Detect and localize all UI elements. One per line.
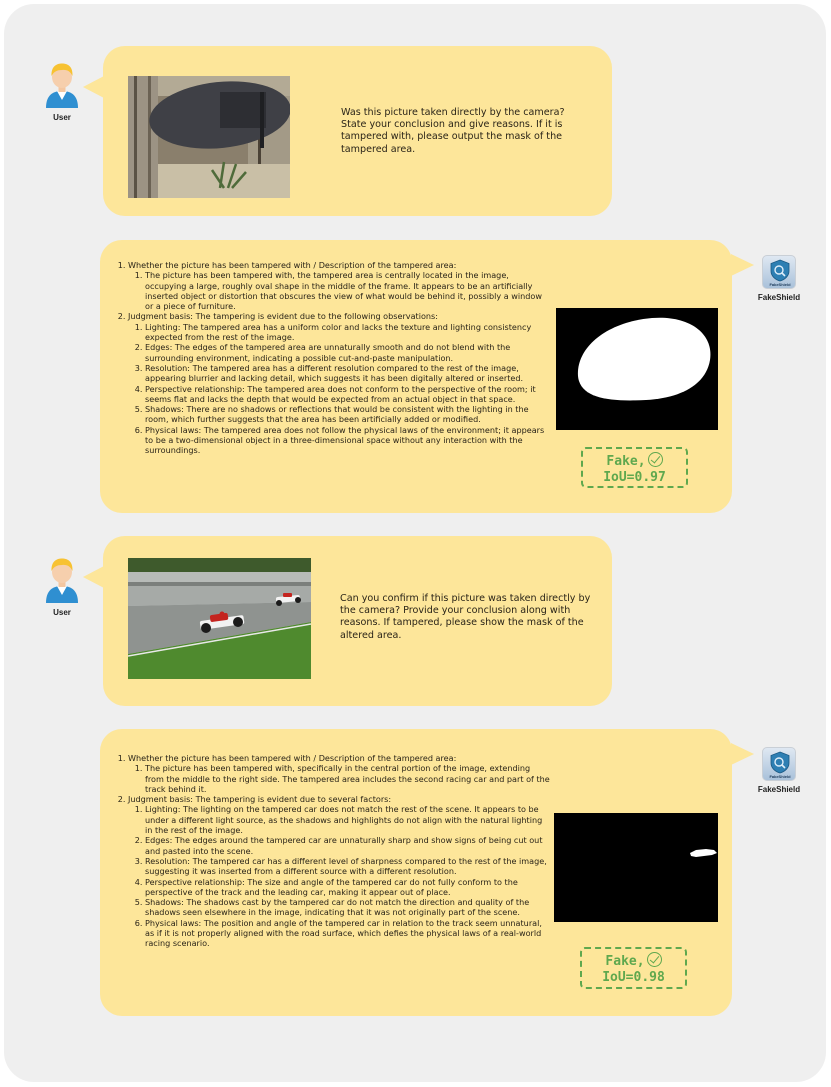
- user-message-bubble-2: [103, 536, 612, 706]
- response-item: 4. Perspective relationship: The size and angle of the tampered car do not fully conform to the perspective of the track and the leading car, making it appear out of place.: [145, 877, 550, 898]
- check-circle-icon: [648, 452, 663, 467]
- user-icon: [43, 557, 81, 603]
- response-item: 1. Lighting: The tampered area has a uniform color and lacks the texture and lighting consistency expected from the rest of the image.: [145, 322, 550, 343]
- bot-response-bubble-1: [100, 240, 732, 513]
- response-section-tamper-description: 1. Whether the picture has been tampered with / Description of the tampered area: 1. The picture has been tampered with, the tampered area is centrally located in the image, occupying a large, roughly oval shape in the middle of the frame. It appears to be an artificially inserted object or distortion that obscures the view of what would be behind it, possibly a window or a piece of furniture.: [128, 260, 550, 311]
- response-item: 3. Resolution: The tampered area has a different resolution compared to the rest of the image, appearing blurrier and lacking detail, which suggests it has been digitally altered or inserted.: [145, 363, 550, 384]
- racing-photo-thumbnail: [128, 558, 311, 679]
- user-label: User: [53, 608, 71, 617]
- response-item: 6. Physical laws: The tampered area does not follow the physical laws of the environment; it appears to be a two-dimensional object in a three-dimensional space without any interaction with the surroundings.: [145, 425, 550, 456]
- logo-caption: FakeShield: [769, 282, 791, 287]
- logo-caption: FakeShield: [769, 774, 791, 779]
- fakeshield-logo: [762, 255, 796, 289]
- office-photo-thumbnail: [128, 76, 290, 198]
- mask-oval-shape: [556, 308, 718, 430]
- verdict-text: Fake,: [606, 454, 646, 469]
- response-item: 3. Resolution: The tampered car has a different level of sharpness compared to the rest of the image, suggesting it was inserted from a different source with a different resolution.: [145, 856, 550, 877]
- response-item: 1. The picture has been tampered with, the tampered area is centrally located in the image, occupying a large, roughly oval shape in the middle of the frame. It appears to be an artificially inserted object or distortion that obscures the view of what would be behind it, possibly a window or a piece of furniture.: [145, 270, 550, 311]
- response-section-judgment-basis: 2. Judgment basis: The tampering is evident due to several factors: 1. Lighting: The lighting on the tampered car does not match the rest of the scene. It appears to be under a different light source, as the shadows and highlights do not align with the natural lighting in the rest of the image. 2. Edges: The edges around the tampered car are unnaturally sharp and show signs of being cut out and pasted into the scene. 3. Resolution: The tampered car has a different level of sharpness compared to the rest of the image, suggesting it was inserted from a different source with a different resolution. 4. Perspective relationship: The size and angle of the tampered car do not fully conform to the perspective of the track and the leading car, making it appear out of place. 5. Shadows: The shadows cast by the tampered car do not match the direction and quality of the shadows seen elsewhere in the image, indicating that it was not originally part of the scene. 6. Physical laws: The position and angle of the tampered car in relation to the track seem unnatural, as if it is not properly aligned with the road surface, which defies the physical laws of a real-world racing scenario.: [128, 794, 550, 948]
- response-section-tamper-description: 1. Whether the picture has been tampered with / Description of the tampered area: 1. The picture has been tampered with, specifically in the central portion of the image, extending from the middle to the right side. The tampered area includes the second racing car and part of the track behind it.: [128, 753, 550, 794]
- bot-avatar-2: [744, 747, 814, 794]
- response-section-judgment-basis: 2. Judgment basis: The tampering is evident due to the following observations: 1. Lighting: The tampered area has a uniform color and lacks the texture and lighting consistency expected from the rest of the image. 2. Edges: The edges of the tampered area are unnaturally smooth and do not blend with the surrounding environment, indicating a possible cut-and-paste manipulation. 3. Resolution: The tampered area has a different resolution compared to the rest of the image, appearing blurrier and lacking detail, which suggests it has been digitally altered or inserted. 4. Perspective relationship: The tampered area does not conform to the perspective of the room; it seems flat and lacks the depth that would be expected from an actual object in that space. 5. Shadows: There are no shadows or reflections that would be consistent with the lighting in the room, which further suggests that the area has been artificially added or modified. 6. Physical laws: The tampered area does not follow the physical laws of the environment; it appears to be a two-dimensional object in a three-dimensional space without any interaction with the surroundings.: [128, 311, 550, 455]
- user-message-bubble-1: [103, 46, 612, 216]
- bot-response-bubble-2: [100, 729, 732, 1016]
- result-badge-2: [580, 947, 687, 989]
- predicted-mask-1: [556, 308, 718, 430]
- mask-blob-shape: [554, 813, 718, 922]
- response-item: 5. Shadows: There are no shadows or reflections that would be consistent with the lighting in the room, which further suggests that the area has been artificially added or modified.: [145, 404, 550, 425]
- user-question-text-1: Was this picture taken directly by the camera? State your conclusion and give reasons. If it is tampered with, please output the mask of the tampered area.: [341, 107, 565, 155]
- response-item: 1. Lighting: The lighting on the tampered car does not match the rest of the scene. It appears to be under a different light source, as the shadows and highlights do not align with the natural lighting in the rest of the image.: [145, 804, 550, 835]
- bot-response-text-2: [112, 753, 550, 949]
- response-item: 5. Shadows: The shadows cast by the tampered car do not match the direction and quality of the shadows seen elsewhere in the image, indicating that it was not originally part of the scene.: [145, 897, 550, 918]
- response-item: 6. Physical laws: The position and angle of the tampered car in relation to the track seem unnatural, as if it is not properly aligned with the road surface, which defies the physical laws of a real-world racing scenario.: [145, 918, 550, 949]
- iou-text: IoU=0.97: [603, 470, 666, 485]
- user-icon: [43, 62, 81, 108]
- bot-avatar-1: [744, 255, 814, 302]
- user-question-text-2: Can you confirm if this picture was taken directly by the camera? Provide your conclusion along with reasons. If tampered, please show the mask of the altered area.: [340, 593, 591, 641]
- response-item: 2. Edges: The edges around the tampered car are unnaturally sharp and show signs of being cut out and pasted into the scene.: [145, 835, 550, 856]
- iou-text: IoU=0.98: [602, 970, 665, 985]
- bot-label: FakeShield: [757, 293, 801, 302]
- response-item: 1. The picture has been tampered with, specifically in the central portion of the image, extending from the middle to the right side. The tampered area includes the second racing car and part of the track behind it.: [145, 763, 550, 794]
- response-item: 2. Edges: The edges of the tampered area are unnaturally smooth and do not blend with the surrounding environment, indicating a possible cut-and-paste manipulation.: [145, 342, 550, 363]
- bot-label: FakeShield: [757, 785, 801, 794]
- check-circle-icon: [647, 952, 662, 967]
- verdict-text: Fake,: [605, 954, 645, 969]
- predicted-mask-2: [554, 813, 718, 922]
- bot-response-text-1: [112, 260, 550, 456]
- user-label: User: [53, 113, 71, 122]
- fakeshield-logo: [762, 747, 796, 781]
- result-badge-1: [581, 447, 688, 488]
- response-item: 4. Perspective relationship: The tampered area does not conform to the perspective of the room; it seems flat and lacks the depth that would be expected from an actual object in that space.: [145, 384, 550, 405]
